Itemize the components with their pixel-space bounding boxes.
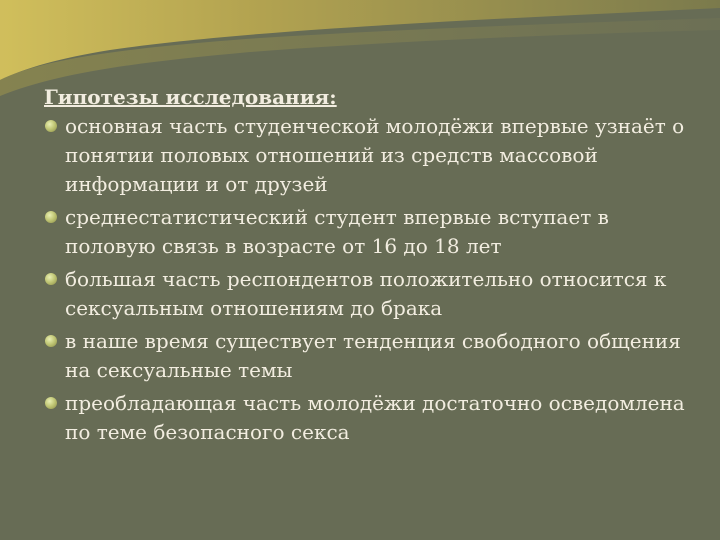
slide-content [44, 82, 704, 451]
slide-heading: Гипотезы исследования: [44, 85, 337, 109]
list-item-text: основная часть студенческой молодёжи впервые узнаёт о понятии половых отношений из средств массовой информации и от друзей [65, 114, 685, 196]
bullet-dot-icon [45, 335, 57, 347]
list-item [44, 203, 704, 261]
bullet-dot-icon [45, 273, 57, 285]
hypotheses-list [44, 112, 704, 447]
bullet-dot-icon [45, 120, 57, 132]
list-item-text: в наше время существует тенденция свободного общения на сексуальные темы [65, 329, 681, 382]
list-item-text: большая часть респондентов положительно относится к сексуальным отношениям до брака [65, 267, 667, 320]
list-item [44, 265, 704, 323]
list-item [44, 389, 704, 447]
bullet-dot-icon [45, 397, 57, 409]
list-item-text: среднестатистический студент впервые вступает в половую связь в возрасте от 16 до 18 лет [65, 205, 609, 258]
list-item [44, 112, 704, 199]
list-item [44, 327, 704, 385]
list-item-text: преобладающая часть молодёжи достаточно осведомлена по теме безопасного секса [65, 391, 685, 444]
bullet-dot-icon [45, 211, 57, 223]
